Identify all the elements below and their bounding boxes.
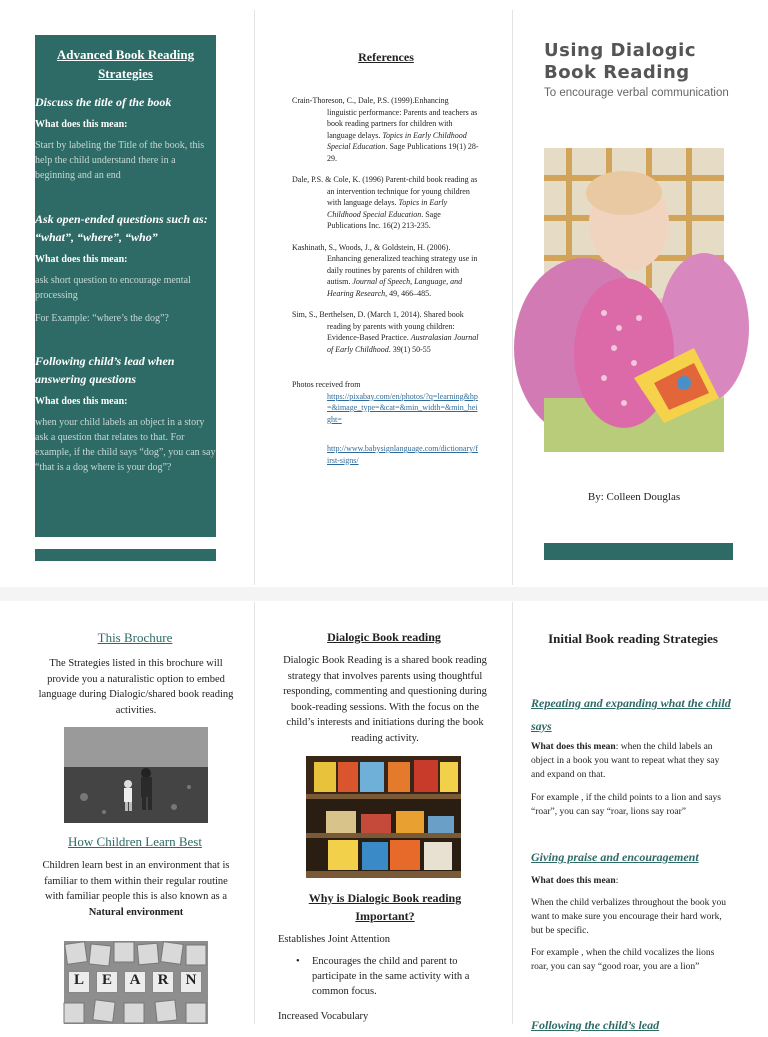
letter-tile: L [68, 971, 90, 993]
advanced-strategies-title: Advanced Book Reading Strategies [56, 47, 195, 81]
dialogic-body: Dialogic Book Reading is a shared book reading strategy that involves parents using thoughtful responding, commenting and questioning during book-reading sessions. With the focus on the child’s interests and initiations during the book reading activity. [283, 655, 487, 744]
strategy-heading: Repeating and expanding what the child says [531, 696, 731, 733]
strategy-heading: Ask open-ended questions such as: “what”, “where”, “who” [35, 212, 208, 244]
joint-attention-label: Establishes Joint Attention [278, 934, 390, 945]
reference-item: Dale, P.S. & Cole, K. (1996) Parent-child book reading as an intervention technique for young children with language delays. Topics in Early Childhood Special Education. Sage Publications Inc. 16(2) 213-235. [292, 175, 478, 230]
bullet-dot: • [296, 956, 300, 967]
fold-line [512, 602, 513, 1024]
photos-label: Photos received from [292, 380, 361, 389]
photo-source-link[interactable]: http://www.babysignlanguage.com/dictionary/first-signs/ [327, 444, 479, 465]
increased-vocabulary-label: Increased Vocabulary [278, 1011, 369, 1022]
letter-tile: A [124, 971, 146, 993]
advanced-strategies-panel [35, 35, 216, 537]
how-children-learn-text: Children learn best in an environment that is familiar to them within their regular routine with familiar people this is also known as a Natural environment [42, 860, 230, 918]
how-children-learn-heading: How Children Learn Best [68, 834, 202, 849]
strategy-heading: Giving praise and encouragement [531, 850, 699, 864]
what-does-this-mean-label: What does this mean: [35, 396, 128, 407]
strategy-text: Start by labeling the Title of the book, this help the child understand there in a beginning and an end [35, 140, 205, 181]
strategy-text: when your child labels an object in a story ask a question that relates to that. For example, if the child says “dog”, you can say “that is a dog where is your dog”? [35, 417, 216, 473]
strategy-text: When the child verbalizes throughout the book you want to make sure you encourage their hard work, but be specific. [531, 898, 726, 936]
learn-tile-row [68, 971, 208, 993]
brochure-title: Using Dialogic Book Reading [544, 40, 696, 83]
fold-line [254, 602, 255, 1024]
letter-tile: E [96, 971, 118, 993]
dialogic-title: Dialogic Book reading [327, 630, 441, 644]
strategy-text: What does this mean: when the child labels an object in a book you want to repeat what they say and expand on that. [531, 742, 720, 780]
fold-line [512, 10, 513, 585]
reference-item: Sim, S., Berthelsen, D. (March 1, 2014). Shared book reading by parents with young children: Evidence-Based Practice. Australasian Journal of Early Childhood. 39(1) 50-55 [292, 310, 479, 354]
strategy-example: For example , when the child vocalizes the lions roar, you can say “good roar, you are a lion” [531, 948, 715, 972]
why-dialogic-title: Why is Dialogic Book reading Important? [308, 891, 462, 923]
teal-accent-bar [544, 543, 733, 560]
letter-tile: N [180, 971, 202, 993]
strategy-heading: Following child’s lead when answering questions [35, 354, 175, 386]
references-title: References [358, 50, 414, 64]
reference-item: Crain-Thoreson, C., Dale, P.S. (1999).Enhancing linguistic performance: Parents and teachers as book reading partners for children with language delays. Topics in Early Childhood Special Education. Sage Publications 19(1) 28-29. [292, 96, 479, 163]
letter-tile: R [152, 971, 174, 993]
bullet-item [296, 954, 490, 999]
what-does-this-mean-label: What does this mean: [35, 254, 128, 265]
fold-line [254, 10, 255, 585]
reference-item: Kashinath, S., Woods, J., & Goldstein, H. (2006). Enhancing generalized teaching strategy use in daily routines by parents of children with autism. Journal of Speech, Language, and Hearing Research, 49, 466–485. [292, 242, 478, 298]
photo-source-link[interactable]: https://pixabay.com/en/photos/?q=learning&hp=&image_type=&cat=&min_width=&min_height= [327, 391, 478, 424]
page-separator [0, 587, 768, 601]
teal-accent-bar [35, 549, 216, 561]
what-does-this-mean-label: What does this mean: [531, 876, 619, 886]
initial-strategies-title: Initial Book reading Strategies [548, 631, 718, 646]
author-byline: By: Colleen Douglas [587, 491, 681, 503]
strategy-example: For Example: “where’s the dog”? [35, 313, 169, 324]
bookshelf-photo [306, 756, 461, 878]
this-brochure-text: The Strategies listed in this brochure will provide you a naturalistic option to embed language during Dialogic/shared book reading activities. [38, 658, 234, 716]
strategy-heading: Following the child’s lead [531, 1018, 660, 1032]
learn-tiles-photo [64, 941, 208, 1024]
what-does-this-mean-label: What does this mean: [35, 119, 128, 130]
this-brochure-heading: This Brochure [97, 630, 173, 645]
references-list [292, 95, 480, 466]
bullet-text: Encourages the child and parent to participate in the same activity with a common focus. [312, 956, 470, 997]
strategy-example: For example , if the child points to a lion and says “roar”, you can say “roar, lions say roar” [531, 793, 721, 817]
strategy-heading: Discuss the title of the book [35, 95, 172, 109]
children-field-photo [64, 727, 208, 823]
baby-reading-photo [544, 148, 724, 452]
brochure-subtitle: To encourage verbal communication [544, 87, 729, 99]
strategy-text: ask short question to encourage mental processing [35, 275, 191, 301]
